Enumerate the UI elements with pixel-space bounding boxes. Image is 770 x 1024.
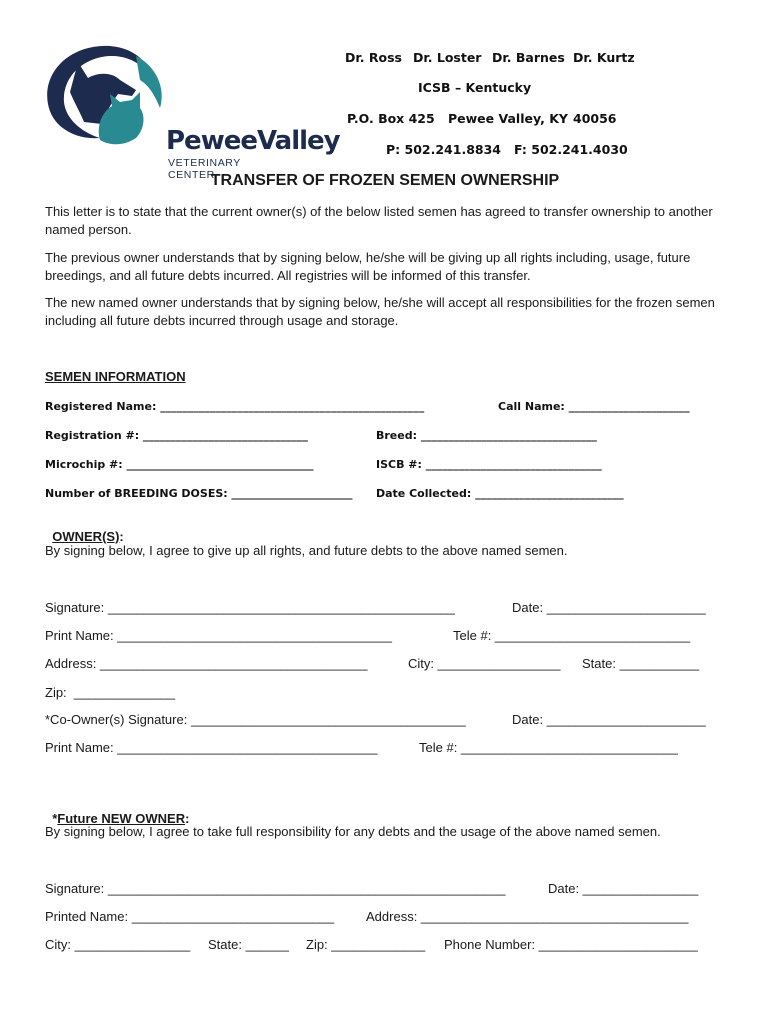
date-collected-field[interactable]: Date Collected: ___________________________ <box>376 487 624 500</box>
new-owner-heading-colon: : <box>185 811 190 826</box>
breed-field[interactable]: Breed: ________________________________ <box>376 429 597 442</box>
owner-city-field[interactable]: City: _________________ <box>408 656 561 671</box>
new-owner-address-field[interactable]: Address: _____________________________________ <box>366 909 689 924</box>
owner-print-name-field[interactable]: Print Name: ______________________________________ <box>45 628 392 643</box>
microchip-field[interactable]: Microchip #: __________________________________ <box>45 458 314 471</box>
owner-date-field[interactable]: Date: ______________________ <box>512 600 706 615</box>
owner-address-field[interactable]: Address: _____________________________________ <box>45 656 368 671</box>
previous-owner-paragraph: The previous owner understands that by signing below, he/she will be giving up all rights including, usage, future breedings, and all future debts incurred. All registries will be informed of this transfer. <box>45 250 691 283</box>
owner-signature-field[interactable]: Signature: ________________________________________________ <box>45 600 455 615</box>
new-owner-paragraph: The new named owner understands that by signing below, he/she will accept all responsibilities for the frozen semen including all future debts incurred through usage and storage. <box>45 295 715 328</box>
clinic-logo <box>40 42 340 181</box>
co-owner-signature-field[interactable]: *Co-Owner(s) Signature: ______________________________________ <box>45 712 466 727</box>
new-owner-state-field[interactable]: State: ______ <box>208 937 289 952</box>
owner-zip-field[interactable]: Zip: ______________ <box>45 685 176 700</box>
zip-code: 40056 <box>573 111 617 126</box>
owners-heading-colon: : <box>119 529 124 544</box>
iscb-field[interactable]: ISCB #: ________________________________ <box>376 458 602 471</box>
new-owner-heading-star: * <box>52 811 58 826</box>
co-owner-print-name-field[interactable]: Print Name: ____________________________________ <box>45 740 378 755</box>
logo-subtitle: VETERINARY CENTER <box>168 157 241 181</box>
phone-fax: P: 502.241.8834 F: 502.241.4030 <box>386 142 628 157</box>
new-owner-heading: Future NEW OWNER <box>57 811 186 826</box>
logo-wordmark: PeweeValley <box>166 126 340 156</box>
new-owner-printed-name-field[interactable]: Printed Name: ____________________________ <box>45 909 335 924</box>
city-state: Pewee Valley, KY <box>448 111 568 126</box>
owner-tele-field[interactable]: Tele #: ___________________________ <box>453 628 691 643</box>
intro-paragraph: This letter is to state that the current owner(s) of the below listed semen has agreed to transfer ownership to another named person. <box>45 204 713 237</box>
doctor-ross: Dr. Ross <box>345 50 402 65</box>
co-owner-date-field[interactable]: Date: ______________________ <box>512 712 706 727</box>
owner-state-field[interactable]: State: ___________ <box>582 656 700 671</box>
owners-heading-block <box>45 514 124 544</box>
page-title: TRANSFER OF FROZEN SEMEN OWNERSHIP <box>210 172 560 189</box>
new-owner-statement: By signing below, I agree to take full responsibility for any debts and the usage of the above named semen. <box>45 824 661 839</box>
new-owner-signature-field[interactable]: Signature: _______________________________________________________ <box>45 881 506 896</box>
breeding-doses-field[interactable]: Number of BREEDING DOSES: ______________________ <box>45 487 353 500</box>
new-owner-heading-block <box>45 796 189 826</box>
new-owner-city-field[interactable]: City: ________________ <box>45 937 191 952</box>
co-owner-tele-field[interactable]: Tele #: ______________________________ <box>419 740 678 755</box>
call-name-field[interactable]: Call Name: ______________________ <box>498 400 690 413</box>
po-box: P.O. Box 425 <box>347 111 435 126</box>
doctor-loster: Dr. Loster <box>413 50 482 65</box>
new-owner-zip-field[interactable]: Zip: _____________ <box>306 937 426 952</box>
owners-heading: OWNER(S) <box>52 529 120 544</box>
registered-name-field[interactable]: Registered Name: ________________________________________________ <box>45 400 425 413</box>
owners-statement: By signing below, I agree to give up all rights, and future debts to the above named semen. <box>45 543 568 558</box>
doctor-kurtz: Dr. Kurtz <box>573 50 635 65</box>
new-owner-date-field[interactable]: Date: ________________ <box>548 881 699 896</box>
icsb-label: ICSB – Kentucky <box>418 80 532 95</box>
doctor-barnes: Dr. Barnes <box>492 50 565 65</box>
registration-number-field[interactable]: Registration #: ______________________________ <box>45 429 308 442</box>
new-owner-phone-field[interactable]: Phone Number: ______________________ <box>444 937 698 952</box>
semen-info-heading: SEMEN INFORMATION <box>45 369 186 384</box>
